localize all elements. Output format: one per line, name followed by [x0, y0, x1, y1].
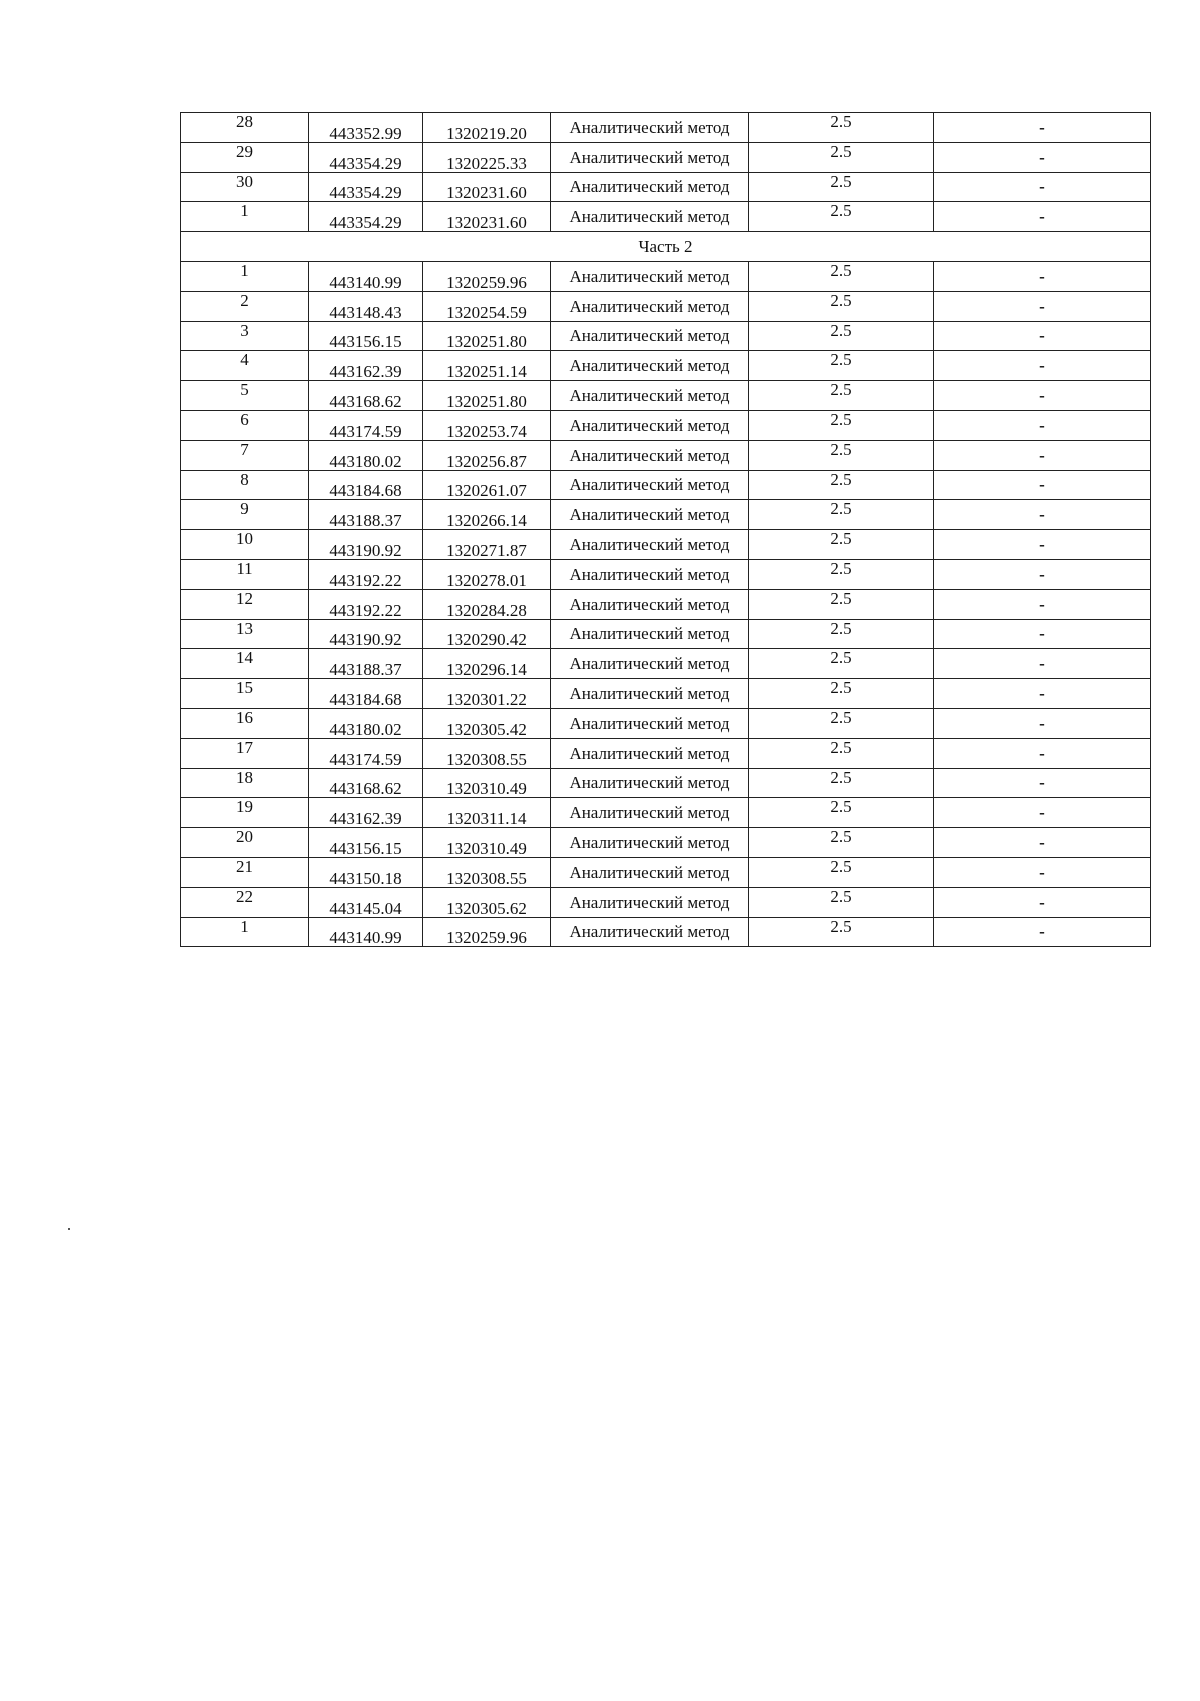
accuracy-cell: 2.5 [749, 559, 934, 589]
x-coordinate-cell: 443150.18 [309, 857, 423, 887]
accuracy-cell: 2.5 [749, 202, 934, 232]
point-number-cell: 29 [181, 142, 309, 172]
method-cell: Аналитический метод [551, 917, 749, 947]
point-number-cell: 28 [181, 113, 309, 143]
note-cell: - [934, 470, 1151, 500]
method-cell: Аналитический метод [551, 440, 749, 470]
method-cell: Аналитический метод [551, 291, 749, 321]
note-cell: - [934, 381, 1151, 411]
point-number-cell: 9 [181, 500, 309, 530]
x-coordinate-cell: 443140.99 [309, 917, 423, 947]
accuracy-cell: 2.5 [749, 917, 934, 947]
y-coordinate-cell: 1320266.14 [423, 500, 551, 530]
point-number-cell: 22 [181, 887, 309, 917]
x-coordinate-cell: 443140.99 [309, 261, 423, 291]
note-cell: - [934, 589, 1151, 619]
method-cell: Аналитический метод [551, 381, 749, 411]
method-cell: Аналитический метод [551, 559, 749, 589]
y-coordinate-cell: 1320301.22 [423, 679, 551, 709]
table-row [181, 440, 1151, 470]
accuracy-cell: 2.5 [749, 500, 934, 530]
section-title: Часть 2 [181, 232, 1151, 262]
note-cell: - [934, 679, 1151, 709]
coordinates-table [180, 112, 1151, 947]
point-number-cell: 13 [181, 619, 309, 649]
table-row [181, 291, 1151, 321]
point-number-cell: 4 [181, 351, 309, 381]
x-coordinate-cell: 443168.62 [309, 381, 423, 411]
x-coordinate-cell: 443174.59 [309, 410, 423, 440]
note-cell: - [934, 708, 1151, 738]
table-row [181, 917, 1151, 947]
note-cell: - [934, 828, 1151, 858]
y-coordinate-cell: 1320278.01 [423, 559, 551, 589]
point-number-cell: 20 [181, 828, 309, 858]
table-row [181, 530, 1151, 560]
table-row [181, 708, 1151, 738]
point-number-cell: 2 [181, 291, 309, 321]
accuracy-cell: 2.5 [749, 410, 934, 440]
y-coordinate-cell: 1320251.80 [423, 381, 551, 411]
point-number-cell: 12 [181, 589, 309, 619]
x-coordinate-cell: 443174.59 [309, 738, 423, 768]
x-coordinate-cell: 443184.68 [309, 679, 423, 709]
note-cell: - [934, 917, 1151, 947]
x-coordinate-cell: 443180.02 [309, 708, 423, 738]
y-coordinate-cell: 1320271.87 [423, 530, 551, 560]
table-row [181, 381, 1151, 411]
accuracy-cell: 2.5 [749, 530, 934, 560]
table-row [181, 828, 1151, 858]
table-row [181, 768, 1151, 798]
note-cell: - [934, 351, 1151, 381]
point-number-cell: 15 [181, 679, 309, 709]
table-row [181, 738, 1151, 768]
table-row [181, 202, 1151, 232]
method-cell: Аналитический метод [551, 172, 749, 202]
method-cell: Аналитический метод [551, 679, 749, 709]
note-cell: - [934, 619, 1151, 649]
note-cell: - [934, 172, 1151, 202]
y-coordinate-cell: 1320308.55 [423, 738, 551, 768]
method-cell: Аналитический метод [551, 619, 749, 649]
y-coordinate-cell: 1320310.49 [423, 768, 551, 798]
x-coordinate-cell: 443148.43 [309, 291, 423, 321]
note-cell: - [934, 857, 1151, 887]
table-row [181, 887, 1151, 917]
x-coordinate-cell: 443190.92 [309, 530, 423, 560]
x-coordinate-cell: 443354.29 [309, 202, 423, 232]
y-coordinate-cell: 1320261.07 [423, 470, 551, 500]
note-cell: - [934, 321, 1151, 351]
x-coordinate-cell: 443156.15 [309, 828, 423, 858]
accuracy-cell: 2.5 [749, 738, 934, 768]
table-row [181, 261, 1151, 291]
method-cell: Аналитический метод [551, 470, 749, 500]
accuracy-cell: 2.5 [749, 768, 934, 798]
method-cell: Аналитический метод [551, 261, 749, 291]
method-cell: Аналитический метод [551, 410, 749, 440]
table-row [181, 172, 1151, 202]
point-number-cell: 10 [181, 530, 309, 560]
accuracy-cell: 2.5 [749, 798, 934, 828]
x-coordinate-cell: 443192.22 [309, 559, 423, 589]
y-coordinate-cell: 1320290.42 [423, 619, 551, 649]
table-row [181, 410, 1151, 440]
table-row [181, 559, 1151, 589]
point-number-cell: 6 [181, 410, 309, 440]
table-row [181, 649, 1151, 679]
point-number-cell: 8 [181, 470, 309, 500]
x-coordinate-cell: 443188.37 [309, 649, 423, 679]
scan-speck [68, 1228, 70, 1230]
table-row [181, 321, 1151, 351]
coordinates-table-body [181, 113, 1151, 947]
table-row [181, 351, 1151, 381]
note-cell: - [934, 649, 1151, 679]
note-cell: - [934, 798, 1151, 828]
x-coordinate-cell: 443145.04 [309, 887, 423, 917]
y-coordinate-cell: 1320311.14 [423, 798, 551, 828]
table-row [181, 589, 1151, 619]
x-coordinate-cell: 443352.99 [309, 113, 423, 143]
x-coordinate-cell: 443156.15 [309, 321, 423, 351]
y-coordinate-cell: 1320251.14 [423, 351, 551, 381]
y-coordinate-cell: 1320259.96 [423, 261, 551, 291]
point-number-cell: 21 [181, 857, 309, 887]
y-coordinate-cell: 1320308.55 [423, 857, 551, 887]
accuracy-cell: 2.5 [749, 857, 934, 887]
note-cell: - [934, 887, 1151, 917]
method-cell: Аналитический метод [551, 202, 749, 232]
note-cell: - [934, 440, 1151, 470]
x-coordinate-cell: 443162.39 [309, 351, 423, 381]
point-number-cell: 1 [181, 917, 309, 947]
method-cell: Аналитический метод [551, 708, 749, 738]
table-row [181, 679, 1151, 709]
y-coordinate-cell: 1320251.80 [423, 321, 551, 351]
x-coordinate-cell: 443168.62 [309, 768, 423, 798]
accuracy-cell: 2.5 [749, 172, 934, 202]
accuracy-cell: 2.5 [749, 828, 934, 858]
y-coordinate-cell: 1320231.60 [423, 202, 551, 232]
accuracy-cell: 2.5 [749, 142, 934, 172]
method-cell: Аналитический метод [551, 500, 749, 530]
note-cell: - [934, 530, 1151, 560]
y-coordinate-cell: 1320305.42 [423, 708, 551, 738]
point-number-cell: 1 [181, 261, 309, 291]
y-coordinate-cell: 1320219.20 [423, 113, 551, 143]
note-cell: - [934, 768, 1151, 798]
point-number-cell: 14 [181, 649, 309, 679]
x-coordinate-cell: 443354.29 [309, 172, 423, 202]
point-number-cell: 16 [181, 708, 309, 738]
table-row [181, 857, 1151, 887]
point-number-cell: 11 [181, 559, 309, 589]
point-number-cell: 19 [181, 798, 309, 828]
accuracy-cell: 2.5 [749, 113, 934, 143]
method-cell: Аналитический метод [551, 351, 749, 381]
method-cell: Аналитический метод [551, 649, 749, 679]
method-cell: Аналитический метод [551, 768, 749, 798]
method-cell: Аналитический метод [551, 321, 749, 351]
method-cell: Аналитический метод [551, 828, 749, 858]
y-coordinate-cell: 1320296.14 [423, 649, 551, 679]
y-coordinate-cell: 1320253.74 [423, 410, 551, 440]
note-cell: - [934, 142, 1151, 172]
x-coordinate-cell: 443184.68 [309, 470, 423, 500]
method-cell: Аналитический метод [551, 113, 749, 143]
accuracy-cell: 2.5 [749, 708, 934, 738]
point-number-cell: 30 [181, 172, 309, 202]
point-number-cell: 5 [181, 381, 309, 411]
x-coordinate-cell: 443162.39 [309, 798, 423, 828]
point-number-cell: 1 [181, 202, 309, 232]
y-coordinate-cell: 1320305.62 [423, 887, 551, 917]
accuracy-cell: 2.5 [749, 619, 934, 649]
accuracy-cell: 2.5 [749, 589, 934, 619]
y-coordinate-cell: 1320231.60 [423, 172, 551, 202]
method-cell: Аналитический метод [551, 798, 749, 828]
accuracy-cell: 2.5 [749, 381, 934, 411]
x-coordinate-cell: 443192.22 [309, 589, 423, 619]
table-row [181, 470, 1151, 500]
accuracy-cell: 2.5 [749, 291, 934, 321]
y-coordinate-cell: 1320256.87 [423, 440, 551, 470]
x-coordinate-cell: 443354.29 [309, 142, 423, 172]
table-row [181, 619, 1151, 649]
method-cell: Аналитический метод [551, 738, 749, 768]
x-coordinate-cell: 443190.92 [309, 619, 423, 649]
accuracy-cell: 2.5 [749, 649, 934, 679]
note-cell: - [934, 261, 1151, 291]
point-number-cell: 3 [181, 321, 309, 351]
note-cell: - [934, 559, 1151, 589]
point-number-cell: 7 [181, 440, 309, 470]
y-coordinate-cell: 1320284.28 [423, 589, 551, 619]
table-row [181, 113, 1151, 143]
note-cell: - [934, 738, 1151, 768]
table-row [181, 798, 1151, 828]
note-cell: - [934, 500, 1151, 530]
x-coordinate-cell: 443180.02 [309, 440, 423, 470]
y-coordinate-cell: 1320259.96 [423, 917, 551, 947]
accuracy-cell: 2.5 [749, 887, 934, 917]
method-cell: Аналитический метод [551, 589, 749, 619]
note-cell: - [934, 410, 1151, 440]
x-coordinate-cell: 443188.37 [309, 500, 423, 530]
section-header-row [181, 232, 1151, 262]
method-cell: Аналитический метод [551, 142, 749, 172]
point-number-cell: 18 [181, 768, 309, 798]
method-cell: Аналитический метод [551, 857, 749, 887]
point-number-cell: 17 [181, 738, 309, 768]
accuracy-cell: 2.5 [749, 440, 934, 470]
accuracy-cell: 2.5 [749, 679, 934, 709]
y-coordinate-cell: 1320225.33 [423, 142, 551, 172]
table-row [181, 500, 1151, 530]
note-cell: - [934, 291, 1151, 321]
accuracy-cell: 2.5 [749, 470, 934, 500]
table-row [181, 142, 1151, 172]
accuracy-cell: 2.5 [749, 351, 934, 381]
method-cell: Аналитический метод [551, 887, 749, 917]
y-coordinate-cell: 1320254.59 [423, 291, 551, 321]
method-cell: Аналитический метод [551, 530, 749, 560]
accuracy-cell: 2.5 [749, 321, 934, 351]
y-coordinate-cell: 1320310.49 [423, 828, 551, 858]
note-cell: - [934, 202, 1151, 232]
note-cell: - [934, 113, 1151, 143]
accuracy-cell: 2.5 [749, 261, 934, 291]
